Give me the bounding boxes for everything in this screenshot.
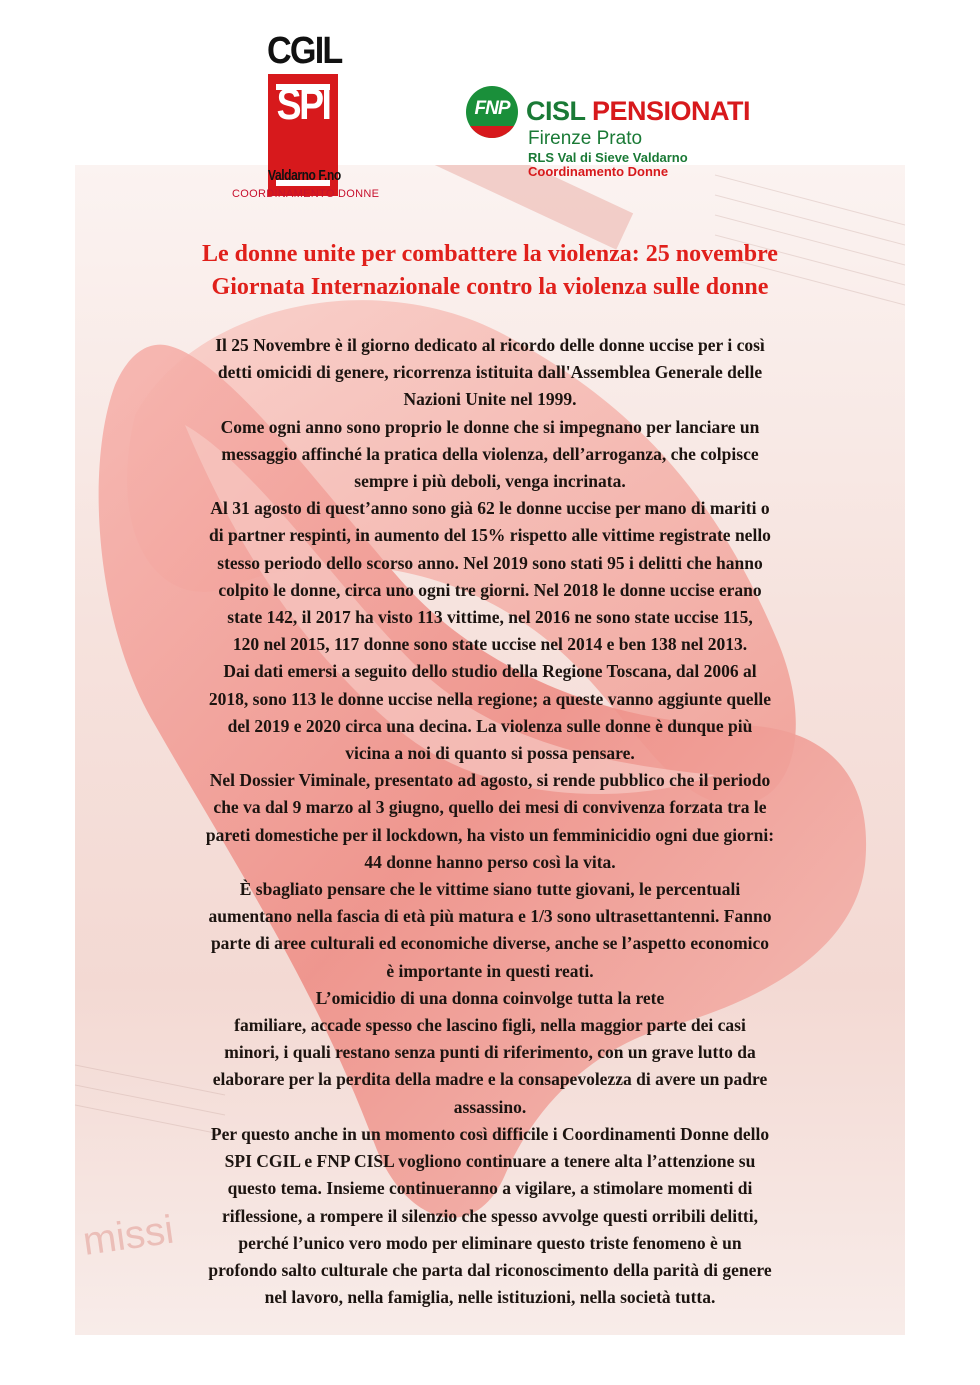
cgil-location: Valdarno F.no [268, 167, 341, 184]
body-line: perché l’unico vero modo per eliminare questo triste fenomeno è un [238, 1232, 742, 1253]
svg-text:missi: missi [80, 1207, 177, 1264]
body-line: aumentano nella fascia di età più matura e 1/3 sono ultrasettantenni. Fanno [208, 906, 772, 927]
body-line: questo tema. Insieme continueranno a vigilare, a stimolare momenti di [227, 1178, 753, 1199]
cisl-word: CISL [526, 96, 586, 126]
pensionati-word: PENSIONATI [592, 96, 751, 126]
body-line: sempre i più deboli, venga incrinata. [354, 471, 626, 492]
title-line: Le donne unite per combattere la violenza: 25 novembre [202, 241, 778, 267]
fnp-city: Firenze Prato [528, 128, 643, 149]
cgil-wordmark: CGIL [267, 30, 342, 72]
fnp-rls-label: RLS Val di Sieve Valdarno [528, 150, 688, 165]
document-title [100, 238, 880, 304]
body-line: detti omicidi di genere, ricorrenza istituita dall'Assemblea Generale delle [217, 362, 763, 383]
spi-wordmark: SPI [276, 80, 330, 129]
body-line: nel lavoro, nella famiglia, nelle istituzioni, nella società tutta. [264, 1287, 716, 1308]
body-line: Al 31 agosto di quest’anno sono già 62 le donne uccise per mano di mariti o [210, 498, 770, 519]
body-line: riflessione, a rompere il silenzio che spesso avvolge questi orribili delitti, [222, 1205, 758, 1226]
body-line: che va dal 9 marzo al 3 giugno, quello dei mesi di convivenza forzata tra le [213, 797, 767, 818]
body-line: messaggio affinché la pratica della violenza, dell’arroganza, che colpisce [221, 443, 759, 464]
body-line: familiare, accade spesso che lascino figli, nella maggior parte dei casi [234, 1015, 746, 1036]
body-line: colpito le donne, circa uno ogni tre giorni. Nel 2018 le donne uccise erano [218, 579, 762, 600]
body-line: elaborare per la perdita della madre e la consapevolezza di avere un padre [212, 1069, 768, 1090]
title-line: Giornata Internazionale contro la violenza sulle donne [211, 274, 769, 300]
body-line: Come ogni anno sono proprio le donne che si impegnano per lanciare un [220, 416, 760, 437]
body-line: assassino. [453, 1096, 527, 1117]
body-line: L’omicidio di una donna coinvolge tutta la rete [315, 987, 665, 1008]
body-line: è importante in questi reati. [386, 960, 594, 981]
body-line: 120 nel 2015, 117 donne sono state uccise nel 2014 e ben 138 nel 2013. [232, 634, 748, 655]
body-line: parte di aree culturali ed economiche diverse, anche se l’aspetto economico [210, 933, 770, 954]
body-line: 44 donne hanno perso così la vita. [364, 851, 616, 872]
body-line: 2018, sono 113 le donne uccise nella regione; a queste vanno aggiunte quelle [208, 688, 772, 709]
body-line: pareti domestiche per il lockdown, ha visto un femminicidio ogni due giorni: [205, 824, 775, 845]
body-line: È sbagliato pensare che le vittime siano tutte giovani, le percentuali [239, 879, 741, 900]
fnp-badge-red-band [466, 126, 518, 138]
body-line: minori, i quali restano senza punti di riferimento, con un grave lutto da [224, 1042, 756, 1063]
fnp-badge-logo [466, 86, 518, 138]
body-line: di partner respinti, in aumento del 15% rispetto alle vittime registrate nello [209, 525, 771, 546]
body-line: Nazioni Unite nel 1999. [403, 389, 577, 410]
cisl-pensionati-wordmark [526, 96, 750, 127]
body-line: SPI CGIL e FNP CISL vogliono continuare a tenere alta l’attenzione su [224, 1151, 756, 1172]
document-body [120, 332, 860, 1311]
body-line: state 142, il 2017 ha visto 113 vittime, nel 2016 ne sono state uccise 115, [227, 607, 753, 628]
body-line: profondo salto culturale che parta dal riconoscimento della parità di genere [208, 1259, 772, 1280]
cgil-coordination-label: COORDINAMENTO DONNE [232, 188, 380, 200]
body-line: Nel Dossier Viminale, presentato ad agosto, si rende pubblico che il periodo [209, 770, 771, 791]
fnp-badge-text: FNP [474, 98, 510, 119]
body-line: stesso periodo dello scorso anno. Nel 2019 sono stati 95 i delitti che hanno [217, 552, 763, 573]
body-line: Per questo anche in un momento così difficile i Coordinamenti Donne dello [210, 1123, 770, 1144]
cgil-spi-logo [232, 30, 402, 205]
body-line: Dai dati emersi a seguito dello studio della Regione Toscana, dal 2006 al [223, 661, 757, 682]
body-line: vicina a noi di quanto si possa pensare. [345, 743, 635, 764]
body-line: Il 25 Novembre è il giorno dedicato al ricordo delle donne uccise per i così [215, 335, 765, 355]
fnp-coordination-label: Coordinamento Donne [528, 164, 669, 179]
body-line: del 2019 e 2020 circa una decina. La violenza sulle donne è dunque più [227, 715, 753, 736]
